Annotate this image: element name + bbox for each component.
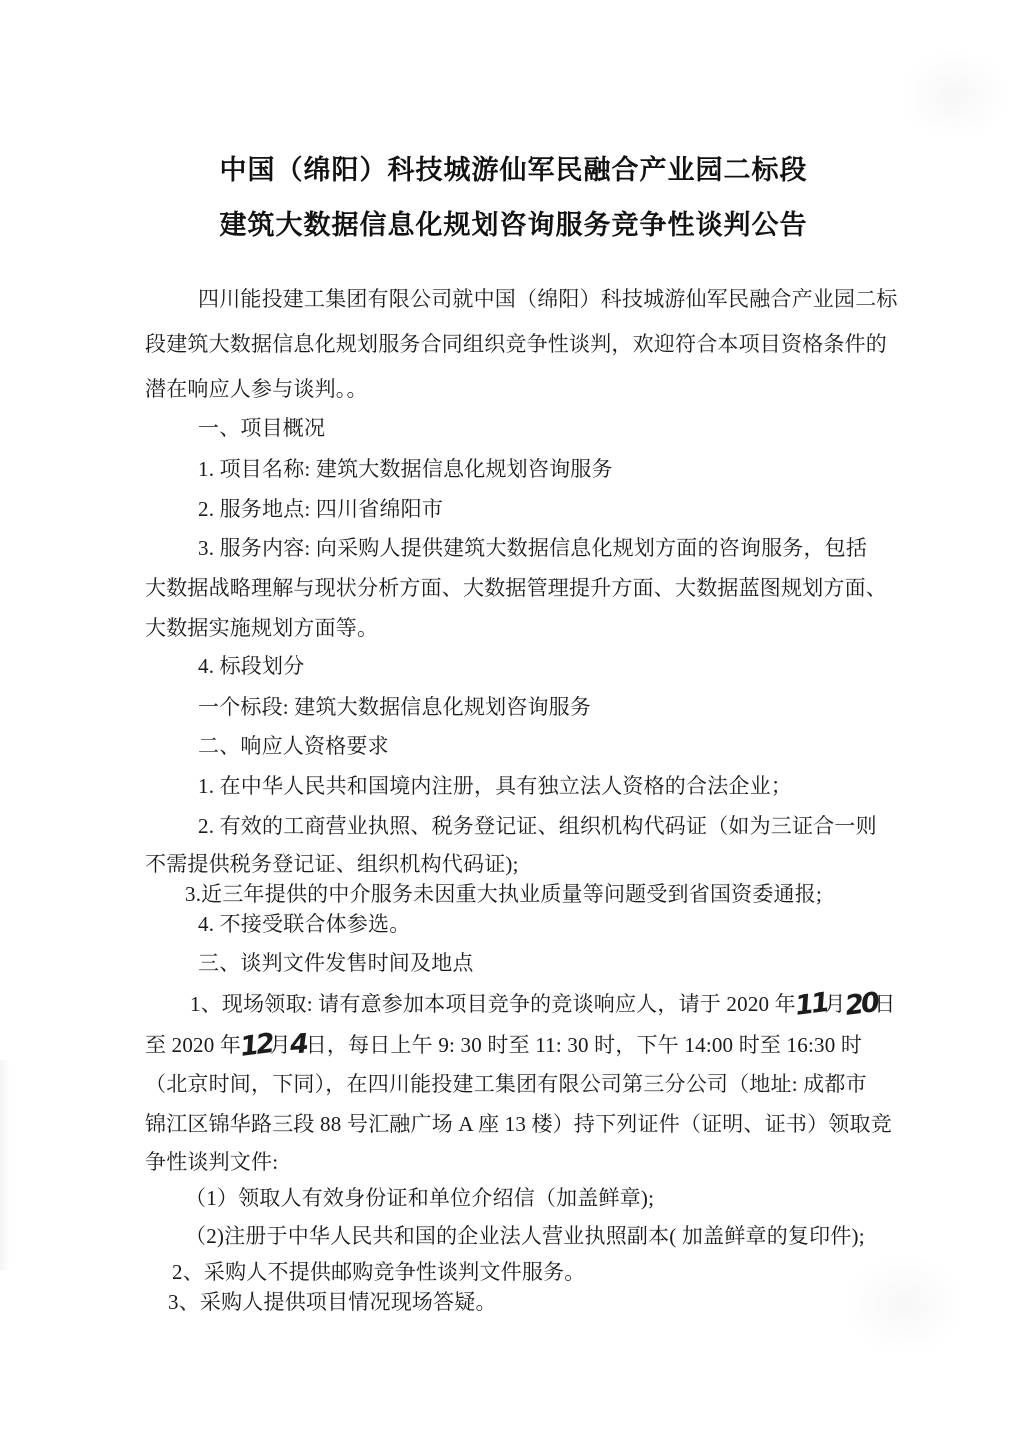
doc-heading-section-3: 三、谈判文件发售时间及地点 (198, 951, 474, 975)
doc-line-onsite-answers: 3、采购人提供项目情况现场答疑。 (168, 1290, 497, 1314)
doc-line-service-location: 2. 服务地点: 四川省绵阳市 (198, 497, 444, 521)
doc-line-pickup-address-3: 争性谈判文件: (145, 1150, 279, 1174)
doc-line-required-doc-1: （1）领取人有效身份证和单位介绍信（加盖鲜章); (185, 1186, 655, 1210)
doc-line-qualification-4: 4. 不接受联合体参选。 (198, 912, 411, 936)
handwritten-day-2: 4 (288, 1028, 309, 1061)
doc-line-pickup-address-2: 锦江区锦华路三段 88 号汇融广场 A 座 13 楼）持下列证件（证明、证书）领取竞 (145, 1112, 892, 1136)
doc-line-intro-3: 潜在响应人参与谈判。。 (145, 377, 368, 401)
doc-line-qualification-1: 1. 在中华人民共和国境内注册，具有独立法人资格的合法企业； (198, 774, 792, 798)
doc-line-no-mail-order: 2、采购人不提供邮购竞争性谈判文件服务。 (172, 1260, 586, 1284)
pickup-line1-text: 1、现场领取: 请有意参加本项目竞争的竞谈响应人，请于 2020 年 (190, 992, 796, 1016)
doc-line-intro-2: 段建筑大数据信息化规划服务合同组织竞争性谈判，欢迎符合本项目资格条件的 (145, 332, 887, 356)
doc-title-line-1: 中国（绵阳）科技城游仙军民融合产业园二标段 (219, 155, 808, 185)
doc-line-required-doc-2: （2)注册于中华人民共和国的企业法人营业执照副本( 加盖鲜章的复印件); (185, 1224, 865, 1248)
doc-line-qualification-2a: 2. 有效的工商营业执照、税务登记证、组织机构代码证（如为三证合一则 (198, 814, 877, 838)
doc-line-qualification-2b: 不需提供税务登记证、组织机构代码证); (145, 852, 519, 876)
doc-line-pickup-date-2 (145, 1028, 863, 1063)
doc-line-service-content-3: 大数据实施规划方面等。 (145, 616, 379, 640)
scan-artifact (845, 1255, 965, 1355)
doc-line-section-division: 4. 标段划分 (198, 654, 305, 678)
month-char-1: 月 (824, 992, 846, 1016)
doc-line-service-content-2: 大数据战略理解与现状分析方面、大数据管理提升方面、大数据蓝图规划方面、 (145, 576, 887, 600)
doc-line-pickup-date-1 (190, 987, 896, 1022)
doc-line-pickup-address-1: （北京时间，下同），在四川能投建工集团有限公司第三分公司（地址: 成都市 (145, 1072, 867, 1096)
day-char-2: 日，每日上午 9: 30 时至 11: 30 时，下午 14:00 时至 16:30 时 (305, 1033, 863, 1057)
doc-line-intro-1: 四川能投建工集团有限公司就中国（绵阳）科技城游仙军民融合产业园二标 (198, 287, 898, 311)
doc-heading-section-1: 一、项目概况 (198, 416, 326, 440)
doc-line-one-section: 一个标段: 建筑大数据信息化规划咨询服务 (198, 695, 592, 719)
scan-artifact (900, 50, 1010, 140)
day-char-1: 日 (874, 992, 896, 1016)
handwritten-day-1: 20 (843, 987, 879, 1022)
doc-line-project-name: 1. 项目名称: 建筑大数据信息化规划咨询服务 (198, 457, 613, 481)
doc-title-line-2: 建筑大数据信息化规划咨询服务竞争性谈判公告 (219, 210, 808, 240)
doc-heading-section-2: 二、响应人资格要求 (198, 734, 389, 758)
month-char-2: 月 (269, 1033, 291, 1057)
scan-artifact (0, 1060, 10, 1270)
doc-line-service-content-1: 3. 服务内容: 向采购人提供建筑大数据信息化规划方面的咨询服务，包括 (198, 536, 868, 560)
doc-line-qualification-3: 3.近三年提供的中介服务未因重大执业质量等问题受到省国资委通报; (185, 882, 822, 906)
handwritten-month-1: 11 (793, 987, 829, 1022)
pickup-line2-text: 至 2020 年 (145, 1033, 242, 1057)
handwritten-month-2: 12 (238, 1028, 274, 1063)
